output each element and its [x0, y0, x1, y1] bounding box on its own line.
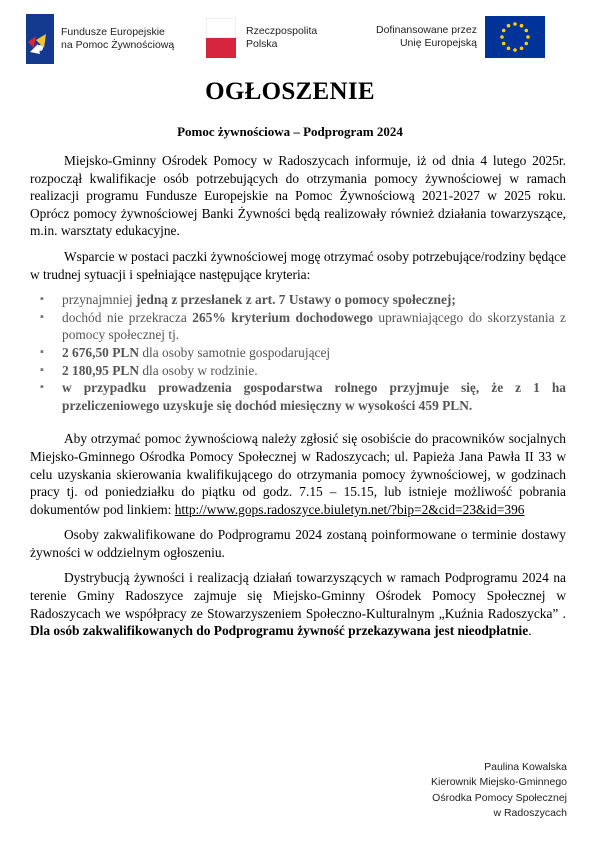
criteria-item: ▪ w przypadku prowadzenia gospodarstwa rolnego przyjmuje się, że z 1 ha przeliczeniowego uzyskuje się dochód miesięczny w wysokości 459 PLN.: [40, 380, 566, 413]
documents-link[interactable]: http://www.gops.radoszyce.biuletyn.net/?bip=2&cid=23&id=396: [174, 501, 525, 517]
paragraph-notification: Osoby zakwalifikowane do Podprogramu 2024 zostaną poinformowane o terminie dostawy żywności w oddzielnym ogłoszeniu.: [30, 527, 566, 560]
eu-flag-icon: [485, 16, 545, 58]
bullet-icon: ▪: [40, 293, 44, 306]
fe-logo: [26, 14, 174, 64]
bullet-icon: ▪: [40, 345, 44, 358]
criteria-item: ▪ przynajmniej jedną z przesłanek z art. 7 Ustawy o pomocy społecznej;: [40, 292, 456, 308]
criteria-item: ▪ 2 676,50 PLN dla osoby samotnie gospodarującej: [40, 344, 331, 360]
bullet-icon: ▪: [40, 363, 44, 376]
eu-logo: [376, 16, 545, 58]
paragraph-how-to-apply: Aby otrzymać pomoc żywnościową należy zgłosić się osobiście do pracowników socjalnych Miejsko-Gminnego Ośrodka Pomocy Społecznej w Radoszycach; ul. Papieża Jana Pawła II 33 w celu uzyskania skierowania kwalifikującego do otrzymania pomocy żywnościowej, w godzinach pracy tj. od poniedziałku do piątku od godz. 7.15 – 15.15, lub istnieje możliwość pobrania dokumentów pod linkiem: http://www.gops.radoszyce.biuletyn.net/?bip=2&cid=23&id=396: [30, 431, 566, 517]
header-logos: [0, 10, 603, 70]
page-subtitle: Pomoc żywnościowa – Podprogram 2024: [177, 124, 403, 139]
signature-role: Kierownik Miejsko-Gminnego: [431, 776, 567, 789]
signature-name: Paulina Kowalska: [484, 761, 567, 773]
criteria-list: [30, 291, 566, 414]
signature-block: [431, 760, 567, 822]
rp-logo-text: Rzeczpospolita Polska: [246, 25, 318, 50]
page-title: OGŁOSZENIE: [205, 78, 375, 105]
paragraph-eligibility: Wsparcie w postaci paczki żywnościowej mogę otrzymać osoby potrzebujące/rodziny będące w trudnej sytuacji i spełniające następujące kryteria:: [30, 248, 566, 282]
criteria-item: ▪ 2 180,95 PLN dla osoby w rodzinie.: [40, 362, 258, 378]
criteria-item: ▪ dochód nie przekracza 265% kryterium dochodowego uprawniającego do skorzystania z pomocy społecznej tj.: [40, 309, 566, 343]
bullet-icon: ▪: [40, 310, 44, 323]
bullet-icon: ▪: [40, 381, 44, 394]
fe-logo-text: Fundusze Europejskie na Pomoc Żywnościową: [61, 26, 175, 51]
polish-flag-icon: [206, 18, 236, 58]
signature-role: w Radoszycach: [493, 807, 567, 820]
announcement-body: [30, 152, 566, 648]
paragraph-distribution: Dystrybucją żywności i realizacją działań towarzyszących w ramach Podprogramu 2024 na terenie Gminy Radoszyce zajmuje się Miejsko-Gminny Ośrodek Pomocy Społecznej w Radoszycach we współpracy ze Stowarzyszeniem Społeczno-Kulturalnym „Kuźnia Radoszycka” . Dla osób zakwalifikowanych do Podprogramu żywność przekazywana jest nieodpłatnie.: [30, 570, 566, 639]
rp-logo: [206, 18, 317, 58]
paragraph-intro: Miejsko-Gminny Ośrodek Pomocy w Radoszycach informuje, iż od dnia 4 lutego 2025r. rozpoczął kwalifikacje osób potrzebujących do otrzymania pomocy żywnościowej w ramach realizacji programu Fundusze Europejskie na Pomoc Żywnościową 2021-2027 w 2025 roku. Oprócz pomocy żywnościowej Banki Żywności będą realizowały również działania towarzyszące, m.in. warsztaty edukacyjne.: [30, 153, 566, 239]
fe-logo-icon: [26, 14, 54, 64]
signature-role: Ośrodka Pomocy Społecznej: [432, 791, 567, 804]
eu-logo-text: Dofinansowane przez Unię Europejską: [376, 24, 477, 49]
